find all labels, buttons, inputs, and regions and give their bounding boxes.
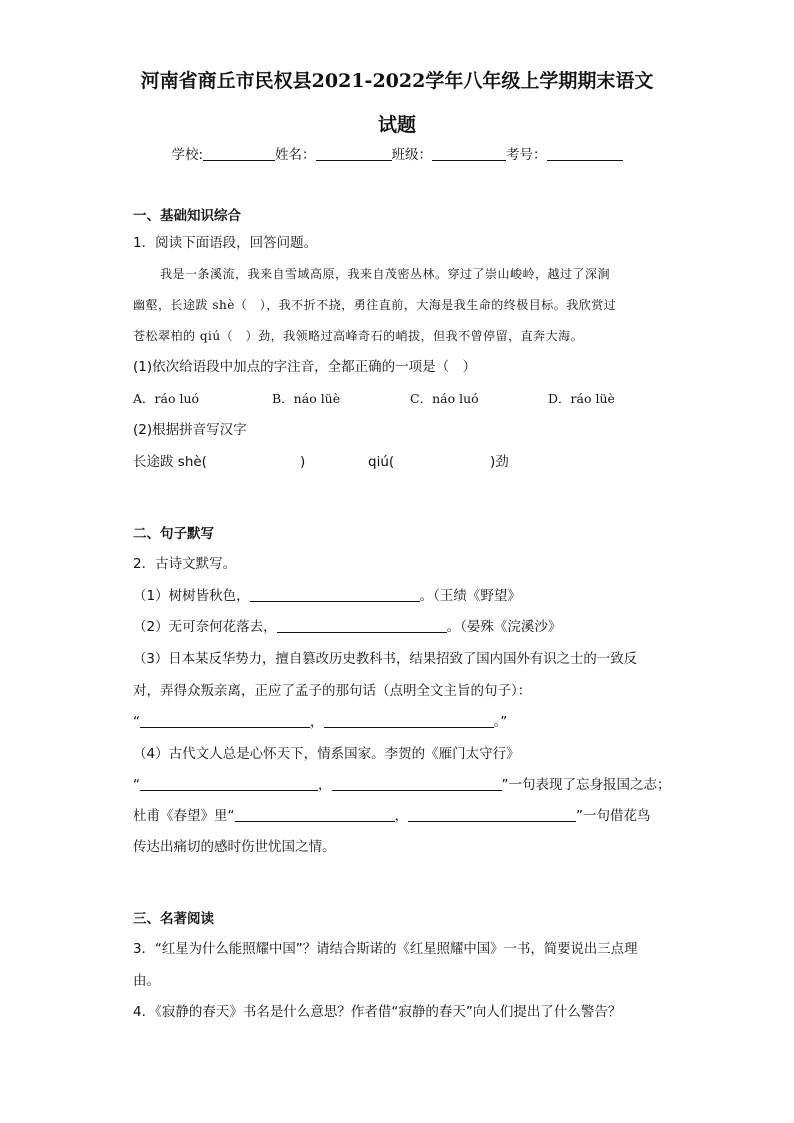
comma: ， (310, 714, 324, 730)
exam-title-line1: 河南省商丘市民权县2021-2022学年八年级上学期期末语文 (140, 70, 654, 92)
q2-part4-line3-prefix: 杜甫《春望》里“ (133, 808, 235, 824)
q2-answer-blank-4b[interactable] (332, 776, 502, 791)
option-b[interactable]: B．náo lüè (272, 391, 341, 406)
q1-passage-line3: 苍松翠柏的 qiú（ ）劲，我领略过高峰奇石的峭拔，但我不曾停留，直奔大海。 (133, 329, 584, 343)
option-a[interactable]: A．ráo luó (133, 391, 200, 406)
q1-stem: 1．阅读下面语段，回答问题。 (133, 235, 318, 251)
q2-answer-blank-4d[interactable] (408, 807, 576, 822)
q2-answer-blank-4c[interactable] (235, 807, 395, 822)
q1-passage-line2: 幽壑，长途跋 shè（ ），我不折不挠，勇往直前，大海是我生命的终极目标。我欣赏过 (133, 298, 617, 312)
comma: ， (394, 808, 408, 824)
section-heading-dictation: 二、句子默写 (133, 526, 214, 542)
q2-answer-blank-1[interactable] (250, 587, 420, 602)
q2-answer-blank-2[interactable] (277, 618, 447, 633)
exam-number-blank[interactable] (547, 146, 623, 161)
q2-part4-line2-suffix: ”一句表现了忘身报国之志； (501, 777, 671, 793)
student-info-row (0, 143, 794, 163)
q2-part3-line2: 对，弄得众叛亲离，正应了孟子的那句话（点明全文主旨的句子）： (133, 683, 532, 699)
q2-line2-prefix: （2）无可奈何花落去， (133, 619, 277, 635)
exam-title-line2: 试题 (377, 114, 416, 136)
q2-part4-line3 (133, 806, 651, 826)
section-heading-classics: 三、名著阅读 (133, 911, 214, 927)
q1-fill2-suffix: )劲 (490, 454, 509, 470)
q2-line2-suffix: 。（晏殊《浣溪沙》 (446, 619, 562, 635)
q2-part3-line1: （3）日本某反华势力，擅自篡改历史教科书，结果招致了国内国外有识之士的一致反 (133, 652, 637, 667)
q2-part3-line3 (133, 712, 507, 732)
name-label: 姓名： (275, 147, 316, 163)
q2-part4-line2 (133, 775, 671, 795)
school-blank[interactable] (203, 146, 275, 161)
close-quote: 。” (493, 714, 508, 730)
comma: ， (318, 777, 332, 793)
option-c[interactable]: C．náo luó (410, 391, 479, 406)
school-label: 学校: (171, 147, 204, 163)
q2-part4-line1: （4）古代文人总是心怀天下，情系国家。李贺的《雁门太守行》 (133, 746, 520, 762)
option-d[interactable]: D．ráo lüè (548, 391, 615, 406)
q2-answer-blank-4a[interactable] (140, 776, 318, 791)
q1-passage-line1: 我是一条溪流，我来自雪域高原，我来自茂密丛林。穿过了崇山峻岭，越过了深涧 (160, 267, 611, 281)
q2-line1-suffix: 。（王绩《野望》 (419, 588, 521, 604)
section-heading-basic: 一、基础知识综合 (133, 208, 241, 224)
q2-line2 (133, 617, 561, 637)
q3-line1: 3．“红星为什么能照耀中国”？请结合斯诺的《红星照耀中国》一书，简要说出三点理 (133, 942, 638, 957)
q2-stem: 2．古诗文默写。 (133, 556, 237, 572)
class-label: 班级： (391, 147, 433, 163)
q2-answer-blank-3b[interactable] (324, 713, 494, 728)
q4-line1: 4．《寂静的春天》书名是什么意思？作者借“寂静的春天”向人们提出了什么警告？ (133, 1004, 622, 1020)
exam-number-label: 考号： (506, 147, 547, 163)
q2-part4-line4: 传达出痛切的感时伤世忧国之情。 (133, 839, 336, 855)
open-quote: “ (133, 777, 140, 793)
open-quote: “ (133, 714, 140, 730)
q2-part4-line3-suffix: ”一句借花鸟 (576, 808, 651, 824)
q1-fill1-prefix: 长途跋 shè( (133, 454, 207, 470)
q2-answer-blank-3a[interactable] (140, 713, 310, 728)
q2-line1-prefix: （1）树树皆秋色， (133, 588, 250, 604)
q1-fill1-suffix: ) (300, 454, 306, 470)
q1-sub1: (1)依次给语段中加点的字注音，全都正确的一项是（ ） (133, 359, 477, 375)
q3-line2: 由。 (133, 973, 160, 989)
name-blank[interactable] (316, 146, 392, 161)
q2-line1 (133, 586, 521, 606)
q1-sub2: (2)根据拼音写汉字 (133, 422, 247, 438)
q1-fill2-prefix: qiú( (368, 454, 395, 470)
class-blank[interactable] (432, 146, 506, 161)
